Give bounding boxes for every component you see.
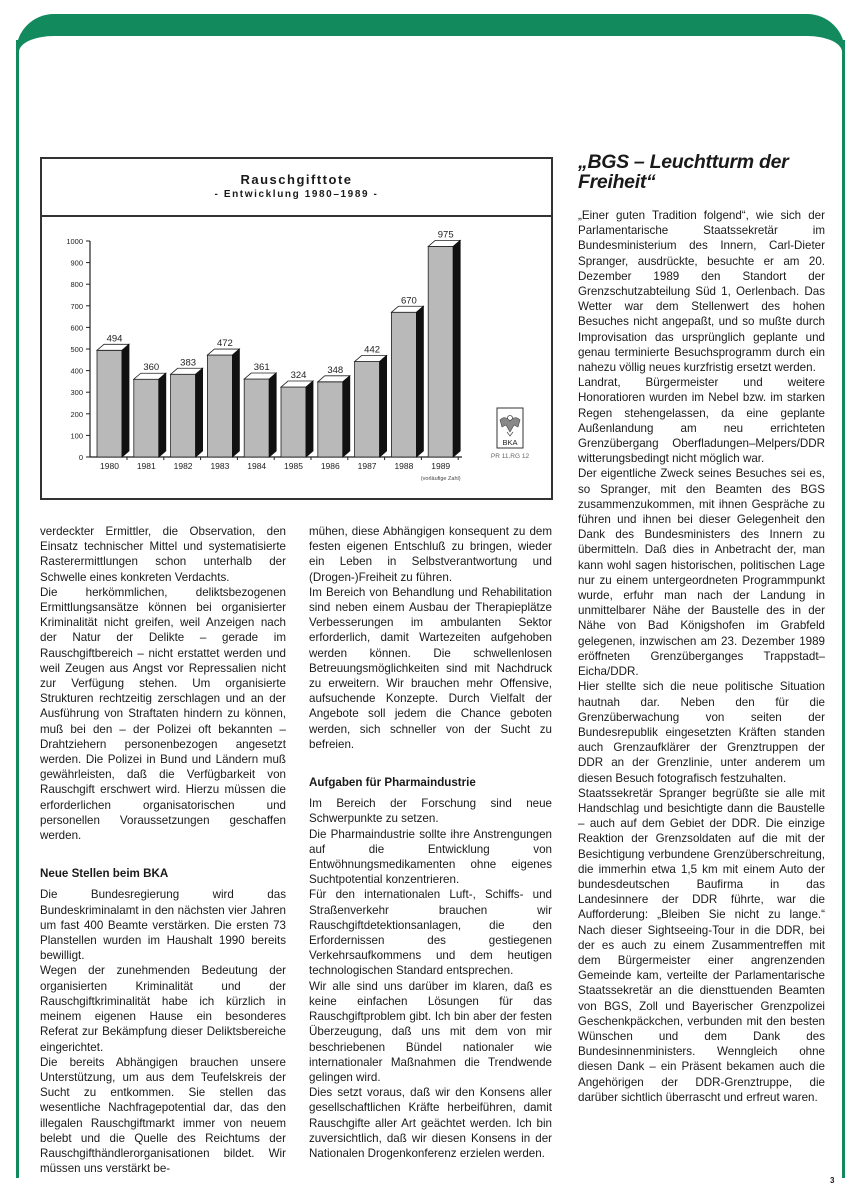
page-number: 3 (830, 1176, 835, 1185)
svg-text:383: 383 (180, 357, 197, 369)
paragraph: „Einer guten Tradition folgend“, wie sich der Parlamentarische Staatssekretär im Bundesministerium des Innern, Carl-Dieter Spranger, ausdrückte, besuchte er am 20. Dezember 1989 den Standort der Grenzschutzabteilung Süd 1, Oerlenbach. Das Wetter war dem Stellenwert des hohen Besuches nicht angepaßt, und so mußte durch Improvisation das ursprünglich geplante und genau terminierte Besuchsprogramm durch ein nahezu völlig neues kurzfristig ersetzt werden. (578, 209, 825, 375)
paragraph: Die bereits Abhängigen brauchen unsere Unterstützung, um aus dem Teufelskreis der Sucht zu entkommen. Sie stellen das wesentliche Nachfragepotential dar, das den illegalen Rauschgiftmarkt immer von neuem belebt und die Quelle des Reichtums der Rauschgifthändlerorganisationen bildet. Wir müssen uns verstärkt be- (40, 1055, 286, 1176)
svg-text:800: 800 (70, 280, 83, 290)
svg-text:1982: 1982 (173, 461, 193, 471)
svg-text:700: 700 (70, 301, 83, 311)
paragraph: Wegen der zunehmenden Bedeutung der organisierten Kriminalität und der Rauschgiftkriminalität habe ich kürzlich in meinem eigenen Hause ein besonderes Referat zur Bekämpfung dieser Deliktsbereiche eingerichtet. (40, 964, 286, 1054)
bar-1980 (97, 344, 129, 457)
svg-text:1980: 1980 (100, 461, 119, 471)
chart-title: Rauschgifttote (240, 172, 353, 187)
svg-text:1988: 1988 (394, 461, 414, 471)
page-frame-left (16, 40, 19, 1178)
svg-text:360: 360 (143, 362, 160, 374)
bar-chart-plot (42, 215, 551, 498)
section-heading-pharma: Aufgaben für Pharmaindustrie (309, 776, 476, 790)
svg-text:1981: 1981 (136, 461, 156, 471)
svg-text:494: 494 (106, 333, 123, 345)
svg-text:670: 670 (400, 295, 417, 307)
article-headline: „BGS – Leuchtturm der Freiheit“ (578, 151, 789, 193)
paragraph: Der eigentliche Zweck seines Besuches sei es, so Spranger, mit den Beamten des BGS zusammenzukommen, mit ihnen Gespräche zu führen und ihnen bei dieser Gelegenheit den Dank des Bundesministers des Innern zu übermitteln. Daß dies in Anbetracht der, man kann wohl sagen historischen, politischen Lage nur zu einem untergeordneten Programmpunkt wurde, erfuhr man nach der Landung in unmittelbarer Nähe der Baustelle des in der Nähe von Bad Königshofen im Grabfeld gelegenen, inzwischen am 23. Dezember 1989 eröffneten Grenzüberganges Trappstadt–Eicha/DDR. (578, 467, 825, 679)
svg-text:0: 0 (78, 453, 83, 462)
svg-text:361: 361 (253, 362, 270, 374)
svg-text:300: 300 (70, 388, 83, 398)
svg-text:1986: 1986 (320, 461, 340, 471)
bar-1988 (391, 306, 423, 457)
svg-text:1989: 1989 (431, 461, 451, 471)
bar-1982 (171, 368, 203, 457)
paragraph: Im Bereich von Behandlung und Rehabilitation sind neben einem Ausbau der Therapieplätze Verbesserungen im ambulanten Sektor erforderlich, damit Wartezeiten aufgehoben werden können. Die schwellenlosen Betreuungsmöglichkeiten sind mit Nachdruck zu erweitern. Wir brauchen mehr Offensive, aufsuchende Konzepte. Durch Vielfalt der Angebote soll jedem die Chance geboten werden, sich schneller von der Sucht zu befreien. (309, 585, 552, 751)
svg-text:400: 400 (70, 366, 83, 376)
paragraph: Im Bereich der Forschung sind neue Schwerpunkte zu setzen. (309, 797, 552, 826)
paragraph: verdeckter Ermittler, die Observation, den Einsatz technischer Mittel und systematisierte Rasterermittlungen schon unterhalb der Schwelle eines konkreten Verdachts. (40, 525, 286, 584)
paragraph: Wir alle sind uns darüber im klaren, daß es keine einfachen Lösungen für das Rauschgiftproblem gibt. Ich bin aber der festen Überzeugung, daß uns mit dem von mir beschriebenen Bündel nationaler wie internationaler Maßnahmen die Trendwende gelingen wird. (309, 979, 552, 1084)
svg-text:600: 600 (70, 323, 83, 333)
paragraph: Hier stellte sich die neue politische Situation hautnah dar. Neben den für die Grenzüberwachung von seiten der Bundesrepublik eingesetzten Kräften standen auch Grenzaufklärer der Grenztruppen der DDR an der Grenzlinie, unter anderem um diesen Besuch fotografisch festzuhalten. (578, 680, 825, 785)
left-article-column-2 (309, 524, 552, 1161)
page-frame-right (842, 40, 845, 1178)
svg-text:200: 200 (70, 409, 83, 419)
bar-1986 (318, 376, 350, 457)
paragraph: Dies setzt voraus, daß wir den Konsens aller gesellschaftlichen Kräfte herbeiführen, damit Rauschgifte aller Art geächtet werden. Ich bin zuversichtlich, daß wir diesen Konsens in der Nationalen Drogenkonferenz erzielen werden. (309, 1086, 552, 1160)
bar-1983 (207, 349, 239, 457)
svg-text:900: 900 (70, 258, 83, 268)
page-frame-top (16, 14, 845, 54)
right-article-column (578, 208, 825, 1105)
bar-1987 (355, 356, 387, 457)
chart-subtitle: - Entwicklung 1980–1989 - (214, 189, 379, 200)
svg-text:BKA: BKA (502, 438, 518, 447)
bar-1989 (428, 240, 460, 457)
svg-text:324: 324 (290, 370, 307, 382)
paragraph: mühen, diese Abhängigen konsequent zu dem festen eigenen Entschluß zu bringen, wieder ein Leben in Selbstverantwortung und (Drogen-)Freiheit zu führen. (309, 525, 552, 584)
section-heading-bka: Neue Stellen beim BKA (40, 867, 169, 881)
chart-rauschgifttote (40, 157, 553, 500)
svg-text:1000: 1000 (66, 237, 83, 246)
bar-1984 (244, 373, 276, 457)
bka-logo (491, 408, 530, 460)
paragraph: Landrat, Bürgermeister und weitere Honoratioren wurden im Nebel bzw. im starken Regen stehengelassen, da eine geplante Außenlandung am neu errichteten Grenzübergang Oberfladungen–Melpers/DDR witterungsbedingt nicht möglich war. (578, 376, 825, 466)
svg-text:472: 472 (216, 338, 233, 350)
left-article-column-1 (40, 524, 286, 1176)
svg-text:(vorläufige Zahl): (vorläufige Zahl) (420, 476, 461, 482)
paragraph: Die herkömmlichen, deliktsbezogenen Ermittlungsansätze können bei organisierter Kriminalität nicht greifen, weil Anzeigen nach der Natur der Delikte – gerade im Rauschgiftbereich – nicht erstattet werden und weil Zeugen aus Angst vor Repressalien nicht zur Verfügung stehen. Um organisierte Strukturen rechtzeitig zerschlagen und an der Ausführung von Straftaten hindern zu können, muß bei den – der Polizei oft bekannten – Drahtziehern personenbezogen angesetzt werden. Die Polizei in Bund und Ländern muß gewährleisten, daß die Verfügbarkeit von Rauschgift erschwert wird. Hierzu müssen die erforderlichen organisatorischen und personellen Voraussetzungen geschaffen werden. (40, 585, 286, 843)
svg-text:1987: 1987 (357, 461, 377, 471)
svg-text:1983: 1983 (210, 461, 230, 471)
svg-text:1985: 1985 (284, 461, 303, 471)
svg-text:1984: 1984 (247, 461, 267, 471)
svg-text:975: 975 (437, 229, 454, 241)
paragraph: Die Pharmaindustrie sollte ihre Anstrengungen auf die Entwicklung von Entwöhnungsmedikamenten ohne eigenes Suchtpotential konzentrieren. (309, 827, 552, 887)
svg-text:PR 11.RG 12: PR 11.RG 12 (490, 453, 530, 460)
bar-1981 (134, 373, 166, 457)
paragraph: Die Bundesregierung wird das Bundeskriminalamt in den nächsten vier Jahren um fast 400 Beamte verstärken. Die ersten 73 Planstellen wurden im Haushalt 1990 bereits bewilligt. (40, 888, 286, 963)
svg-text:100: 100 (70, 431, 83, 441)
paragraph: Staatssekretär Spranger begrüßte sie alle mit Handschlag und besichtigte dann die Baustelle – auch auf dem Gebiet der DDR. Die einzige Reaktion der Grenzsoldaten auf die mit der Besichtigung verbundene Grenzüberschreitung, die immerhin etwa 1,5 km mit einem Auto der bundesdeutschen Baufirma in das Landesinnere der DDR führte, war die Aufforderung: „Bleiben Sie nicht zu lange.“ Nach dieser Sightseeing-Tour in die DDR, bei der es auch zu einem Zusammentreffen mit dem Bürgermeister einer angrenzenden Gemeinde kam, verteilte der Parlamentarische Staatssekretär an die diensttuenden Beamten von BGS, Zoll und Bayerischer Grenzpolizei Geschenkpäckchen, verbunden mit den besten Wünschen und dem Dank des Bundesinnenministers. Wenngleich ohne diesen Dank – ein Präsent bekamen auch die Angehörigen der DDR-Grenztruppe, die darüber sichtlich überrascht und erfreut waren. (578, 786, 825, 1104)
svg-text:500: 500 (70, 345, 83, 354)
chart-header (42, 159, 551, 217)
svg-text:348: 348 (327, 364, 344, 376)
bar-1985 (281, 381, 313, 457)
paragraph: Für den internationalen Luft-, Schiffs- und Straßenverkehr brauchen wir Rauschgiftdetektionsanlagen, die den Erfordernissen des gestiegenen Verkehrsaufkommens und dem heutigen technologischen Standard entsprechen. (309, 888, 552, 978)
svg-text:442: 442 (364, 344, 381, 356)
